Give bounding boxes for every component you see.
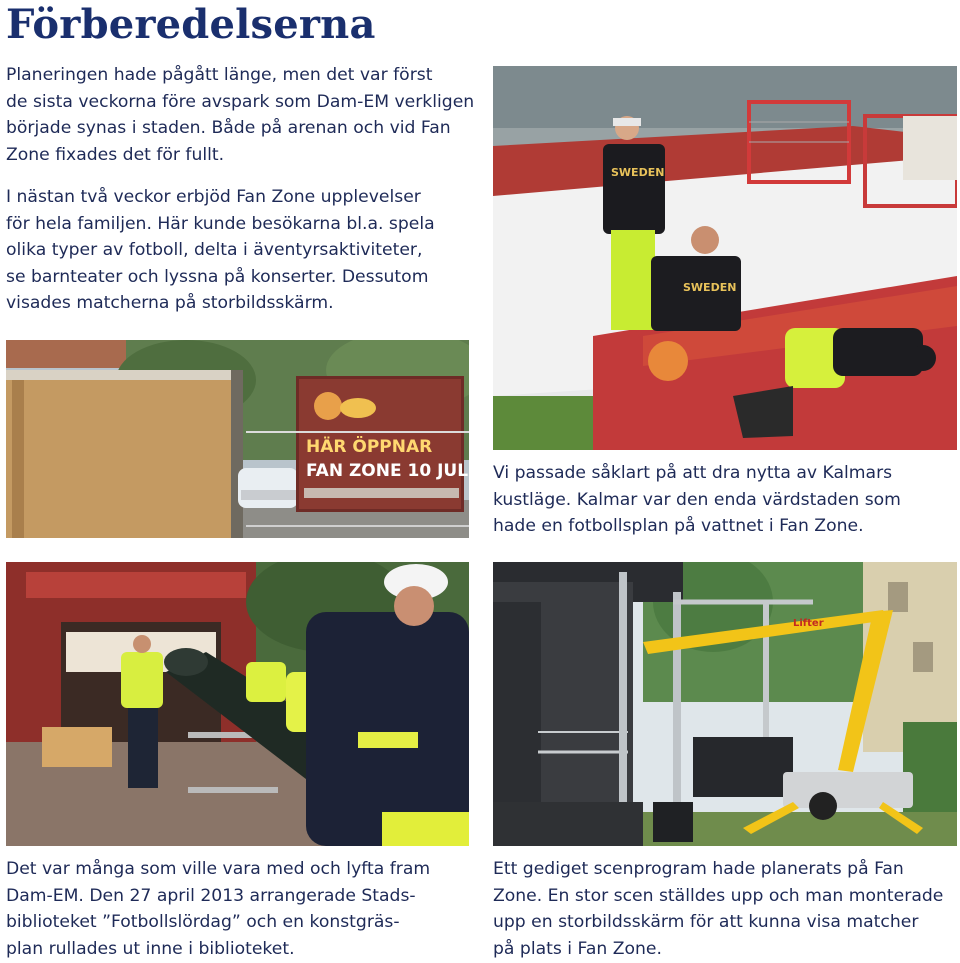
banner-text-line-2: FAN ZONE 10 JUL bbox=[306, 461, 469, 481]
page-title: Förberedelserna bbox=[6, 1, 376, 48]
caption-stage: Ett gediget scenprogram hade planerats på Fan Zone. En stor scen ställdes upp och man monterade upp en storbildsskärm för att kunna visa matcher på plats i Fan Zone. bbox=[493, 859, 944, 959]
shirt-text-1: SWEDEN bbox=[611, 166, 665, 179]
photo-library-turf bbox=[6, 562, 469, 846]
caption-library: Det var många som ville vara med och lyfta fram Dam-EM. Den 27 april 2013 arrangerade Stads- biblioteket ”Fotbollslördag” och en konstgräs- plan rullades ut inne i biblioteket. bbox=[6, 859, 431, 959]
banner-text-line-1: HÄR ÖPPNAR bbox=[306, 437, 433, 457]
photo-stage-and-lift bbox=[493, 562, 957, 846]
photo-fan-zone-banner bbox=[6, 340, 469, 538]
caption-water-pitch: Vi passade såklart på att dra nytta av Kalmars kustläge. Kalmar var den enda värdstaden som hade en fotbollsplan på vattnet i Fan Zone. bbox=[493, 463, 901, 536]
lift-brand-text: Lifter bbox=[793, 618, 824, 629]
photo-pitch-on-water bbox=[493, 66, 957, 450]
intro-paragraph-1: Planeringen hade pågått länge, men det var först de sista veckorna före avspark som Dam-EM verkligen började synas i staden. Både på arenan och vid Fan Zone fixades det för fullt. bbox=[6, 65, 475, 165]
intro-paragraph-2: I nästan två veckor erbjöd Fan Zone upplevelser för hela familjen. Här kunde besökarna bl.a. spela olika typer av fotboll, delta i äventyrsaktiviteter, se barnteater och lyssna på konserter. Dessutom visades matcherna på storbildsskärm. bbox=[6, 187, 435, 313]
shirt-text-2: SWEDEN bbox=[683, 281, 737, 294]
